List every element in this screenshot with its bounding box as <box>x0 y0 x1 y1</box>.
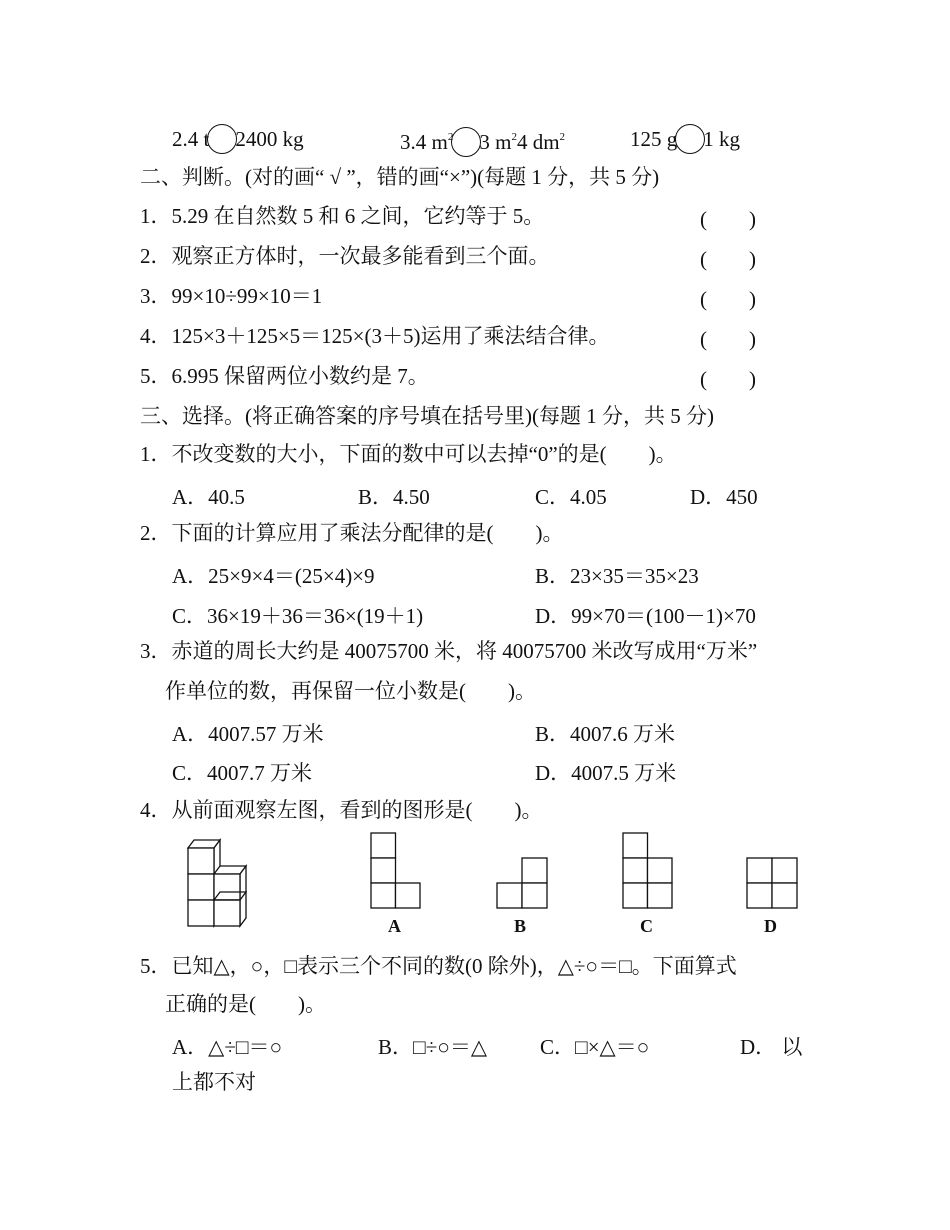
q2-stem: 2．下面的计算应用了乘法分配律的是( )。 <box>140 521 564 545</box>
compare-circle-2[interactable] <box>451 127 481 157</box>
q2-option-d[interactable]: D．99×70＝(100－1)×70 <box>535 604 756 628</box>
compare-1 <box>172 124 304 154</box>
judge-text: 观察正方体时，一次最多能看到三个面。 <box>171 244 550 268</box>
q4-label-b: B <box>514 916 527 936</box>
compare-2-tail: 4 dm <box>516 130 560 154</box>
q5-option-a[interactable]: A．△÷□＝○ <box>172 1035 283 1059</box>
cube-stack-figure <box>180 836 260 932</box>
q5-stem-line2: 正确的是( )。 <box>165 992 326 1016</box>
q4-figure-d[interactable] <box>746 857 800 911</box>
q4-label-c: C <box>640 916 653 936</box>
judge-item-2 <box>140 243 550 269</box>
judge-item-5 <box>140 363 429 389</box>
view-square <box>371 833 396 858</box>
view-square <box>522 883 547 908</box>
q4-figure-c[interactable] <box>622 832 676 912</box>
cube-front <box>188 900 214 926</box>
view-square <box>648 883 673 908</box>
view-square <box>623 833 648 858</box>
q1-option-a[interactable]: A．40.5 <box>172 485 245 509</box>
q3-option-d[interactable]: D．4007.5 万米 <box>535 761 677 785</box>
q4-figure-b[interactable] <box>496 857 550 911</box>
judge-item-1 <box>140 203 544 229</box>
view-square <box>371 858 396 883</box>
q1-option-d[interactable]: D．450 <box>690 485 758 509</box>
compare-circle-1[interactable] <box>207 124 237 154</box>
compare-2 <box>400 124 565 157</box>
judge-num: 1． <box>140 204 172 228</box>
q5-option-d-continued: 上都不对 <box>172 1070 256 1094</box>
compare-3-right: 1 kg <box>703 127 740 151</box>
q5-option-d[interactable]: D． 以 <box>740 1035 803 1059</box>
judge-text: 99×10÷99×10＝1 <box>171 284 323 308</box>
cube-front <box>214 874 240 900</box>
judge-num: 4． <box>140 324 172 348</box>
judge-num: 5． <box>140 364 172 388</box>
compare-2-left-sup: 2 <box>447 131 454 143</box>
view-square <box>371 883 396 908</box>
q1-stem: 1．不改变数的大小，下面的数中可以去掉“0”的是( )。 <box>140 442 677 466</box>
q4-figure-a[interactable] <box>370 832 424 912</box>
section2-heading: 二、判断。(对的画“ √ ”，错的画“×”)(每题 1 分，共 5 分) <box>140 165 660 189</box>
compare-3-left: 125 g <box>630 127 678 151</box>
judge-num: 2． <box>140 244 172 268</box>
section3-heading: 三、选择。(将正确答案的序号填在括号里)(每题 1 分，共 5 分) <box>140 404 714 428</box>
q4-label-a: A <box>388 916 401 936</box>
compare-circle-3[interactable] <box>675 124 705 154</box>
view-square <box>772 883 797 908</box>
view-square <box>648 858 673 883</box>
q2-option-b[interactable]: B．23×35＝35×23 <box>535 564 699 588</box>
view-square <box>497 883 522 908</box>
q5-option-c[interactable]: C．□×△＝○ <box>540 1035 650 1059</box>
q4-label-d: D <box>764 916 777 936</box>
q1-option-c[interactable]: C．4.05 <box>535 485 607 509</box>
view-square <box>772 858 797 883</box>
q3-option-a[interactable]: A．4007.57 万米 <box>172 722 324 746</box>
judge-num: 3． <box>140 284 172 308</box>
q4-stem: 4．从前面观察左图，看到的图形是( )。 <box>140 798 543 822</box>
judge-item-4 <box>140 323 610 349</box>
view-square <box>396 883 421 908</box>
compare-1-right: 2400 kg <box>235 127 304 151</box>
judge-answer-2[interactable]: ( ) <box>700 247 756 271</box>
view-square <box>747 858 772 883</box>
judge-text: 6.995 保留两位小数约是 7。 <box>171 364 429 388</box>
cube-front <box>188 848 214 874</box>
judge-text: 125×3＋125×5＝125×(3＋5)运用了乘法结合律。 <box>171 324 610 348</box>
q3-stem-line1: 3．赤道的周长大约是 40075700 米，将 40075700 米改写成用“万米” <box>140 639 758 663</box>
judge-text: 5.29 在自然数 5 和 6 之间，它约等于 5。 <box>171 204 545 228</box>
compare-2-right: 3 m <box>479 130 512 154</box>
compare-3 <box>630 124 740 154</box>
q2-option-c[interactable]: C．36×19＋36＝36×(19＋1) <box>172 604 424 628</box>
judge-answer-3[interactable]: ( ) <box>700 287 756 311</box>
judge-answer-5[interactable]: ( ) <box>700 367 756 391</box>
cube-front <box>188 874 214 900</box>
q5-option-b[interactable]: B．□÷○＝△ <box>378 1035 488 1059</box>
judge-answer-4[interactable]: ( ) <box>700 327 756 351</box>
compare-2-tail-sup: 2 <box>559 131 566 143</box>
q2-option-a[interactable]: A．25×9×4＝(25×4)×9 <box>172 564 375 588</box>
view-square <box>623 883 648 908</box>
compare-2-right-sup: 2 <box>511 131 517 143</box>
judge-answer-1[interactable]: ( ) <box>700 207 756 231</box>
q3-option-c[interactable]: C．4007.7 万米 <box>172 761 313 785</box>
q3-option-b[interactable]: B．4007.6 万米 <box>535 722 676 746</box>
judge-item-3 <box>140 283 322 309</box>
view-square <box>522 858 547 883</box>
view-square <box>747 883 772 908</box>
q3-stem-line2: 作单位的数，再保留一位小数是( )。 <box>165 679 536 703</box>
q5-stem-line1: 5．已知△，○，□表示三个不同的数(0 除外)，△÷○＝□。下面算式 <box>140 954 737 978</box>
compare-2-left: 3.4 m <box>400 130 448 154</box>
view-square <box>623 858 648 883</box>
cube-front <box>214 900 240 926</box>
q1-option-b[interactable]: B．4.50 <box>358 485 430 509</box>
compare-1-left: 2.4 t <box>172 127 210 151</box>
compare-row <box>0 124 950 154</box>
